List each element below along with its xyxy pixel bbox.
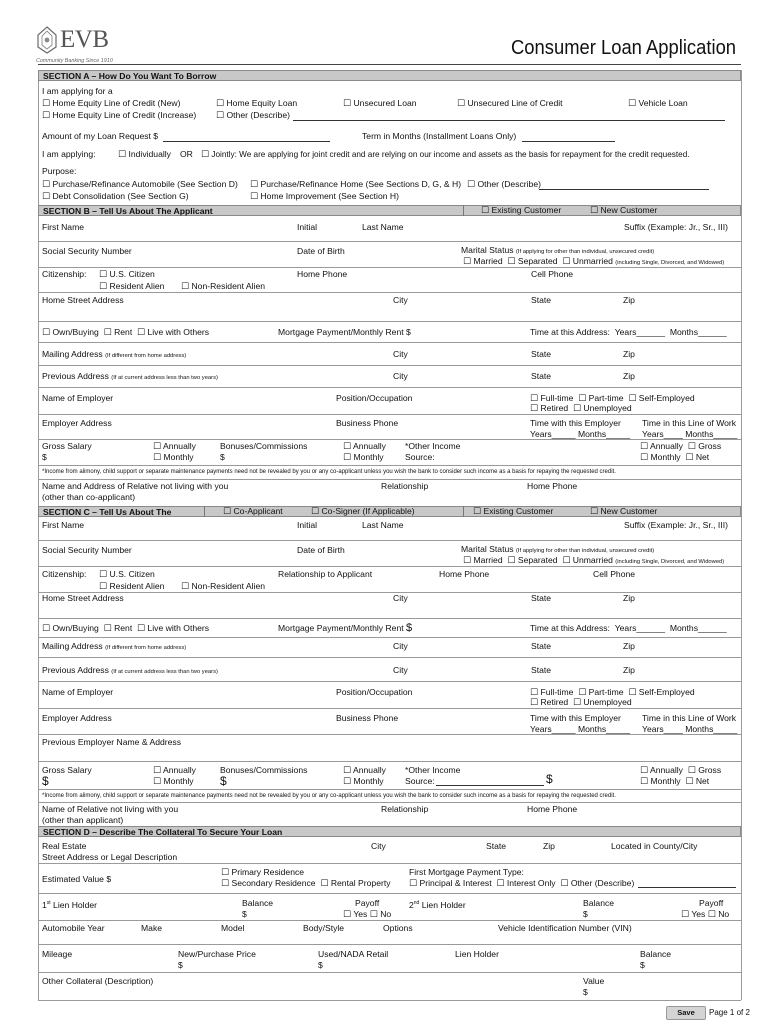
b-business-phone-label: Business Phone xyxy=(336,418,399,428)
b-ssn-label: Social Security Number xyxy=(42,246,132,256)
d-real-estate-label: Real Estate Street Address or Legal Description xyxy=(42,841,178,862)
c-ssn-label: Social Security Number xyxy=(42,545,132,555)
or-label: OR xyxy=(180,149,193,159)
logo-text: EVB xyxy=(60,26,109,53)
c-new-customer-option[interactable]: ☐ New Customer xyxy=(590,506,658,516)
b-existing-customer-option[interactable]: ☐ Existing Customer xyxy=(481,205,562,215)
c-resident-alien-option[interactable]: ☐ Resident Alien xyxy=(99,581,165,591)
b-initial-label: Initial xyxy=(297,222,318,232)
d-residence-options[interactable]: ☐ Primary Residence ☐ Secondary Residence ☐ Rental Property xyxy=(221,867,391,888)
c-relative-label: Name of Relative not living with you (other than applicant) xyxy=(42,804,179,825)
other-describe-field[interactable] xyxy=(293,120,725,121)
frame-right xyxy=(741,70,742,1000)
loan-amount-label: Amount of my Loan Request $ xyxy=(42,131,159,141)
c-previous-zip: Zip xyxy=(623,665,635,675)
b-marital-label: Marital Status (If applying for other than individual, unsecured credit) xyxy=(461,245,655,255)
d-county-label: Located in County/City xyxy=(611,841,698,851)
c-relative-phone-label: Home Phone xyxy=(527,804,578,814)
c-row-line xyxy=(38,734,741,735)
b-previous-state: State xyxy=(531,371,552,381)
c-previous-city: City xyxy=(393,665,408,675)
b-previous-city: City xyxy=(393,371,408,381)
c-time-employer: Time with this Employer Years_____ Months_____ xyxy=(530,713,631,734)
vehicle-loan-option[interactable]: ☐ Vehicle Loan xyxy=(628,98,688,108)
c-row-line xyxy=(38,592,741,593)
c-relationship2-label: Relationship xyxy=(381,804,429,814)
c-suffix-label: Suffix (Example: Jr., Sr., III) xyxy=(624,520,728,530)
applying-for-label: I am applying for a xyxy=(42,86,113,96)
heloc-new-option[interactable]: ☐ Home Equity Line of Credit (New) xyxy=(42,98,181,108)
c-business-phone-label: Business Phone xyxy=(336,713,399,723)
c-row-line xyxy=(38,566,741,567)
c-mailing-label: Mailing Address (If different from home address) xyxy=(42,641,187,651)
b-us-citizen-option[interactable]: ☐ U.S. Citizen xyxy=(99,269,155,279)
purpose-other-field[interactable] xyxy=(539,189,709,190)
b-position-label: Position/Occupation xyxy=(336,393,413,403)
b-city-label: City xyxy=(393,295,408,305)
b-row-line xyxy=(38,465,741,466)
section-c-header: SECTION C – Tell Us About The xyxy=(38,506,741,517)
b-previous-label: Previous Address (If at current address less than two years) xyxy=(42,371,218,381)
b-new-customer-option[interactable]: ☐ New Customer xyxy=(590,205,658,215)
c-previous-employer-label: Previous Employer Name & Address xyxy=(42,737,181,747)
b-row-line xyxy=(38,439,741,440)
d-body-style-label: Body/Style xyxy=(303,923,345,933)
c-row-line xyxy=(38,802,741,803)
b-employment-options-2[interactable]: ☐ Retired ☐ Unemployed xyxy=(530,403,632,413)
d-options-label: Options xyxy=(383,923,413,933)
b-row-line xyxy=(38,321,741,322)
term-field[interactable] xyxy=(522,141,615,142)
header-rule xyxy=(38,64,741,65)
b-row-line xyxy=(38,387,741,388)
d-city-label: City xyxy=(371,841,386,851)
c-row-line xyxy=(38,789,741,790)
b-housing-options[interactable]: ☐ Own/Buying ☐ Rent ☐ Live with Others xyxy=(42,327,210,337)
purpose-debt-option[interactable]: ☐ Debt Consolidation (See Section G) xyxy=(42,191,189,201)
c-housing-options[interactable]: ☐ Own/Buying ☐ Rent ☐ Live with Others xyxy=(42,623,210,633)
c-row-line xyxy=(38,618,741,619)
c-non-resident-option[interactable]: ☐ Non-Resident Alien xyxy=(181,581,266,591)
d-new-price: New/Purchase Price $ xyxy=(178,949,256,970)
c-home-phone-label: Home Phone xyxy=(439,569,490,579)
c-cell-phone-label: Cell Phone xyxy=(593,569,636,579)
b-relationship-label: Relationship xyxy=(381,481,429,491)
d-zip-label: Zip xyxy=(543,841,555,851)
c-marital-label: Marital Status (If applying for other than individual, unsecured credit) xyxy=(461,544,655,554)
page-title: Consumer Loan Application xyxy=(511,37,737,59)
section-d-header: SECTION D – Describe The Collateral To Secure Your Loan xyxy=(38,826,741,837)
c-employer-label: Name of Employer xyxy=(42,687,114,697)
b-relative-phone-label: Home Phone xyxy=(527,481,578,491)
c-relationship-label: Relationship to Applicant xyxy=(278,569,373,579)
b-dob-label: Date of Birth xyxy=(297,246,345,256)
c-source-dollar: $ xyxy=(546,772,553,786)
c-income-note: *Income from alimony, child support or separate maintenance payments need not be revealed by you or any co-applicant unless you wish the bank to consider such income as a basis for repaying the requested credit. xyxy=(42,793,616,799)
b-previous-zip: Zip xyxy=(623,371,635,381)
c-marital-options[interactable]: ☐ Married ☐ Separated ☐ Unmarried (including Single, Divorced, and Widowed) xyxy=(463,555,725,565)
d-mileage-label: Mileage xyxy=(42,949,73,959)
c-row-line xyxy=(38,637,741,638)
b-employer-address-label: Employer Address xyxy=(42,418,112,428)
b-relative-label: Name and Address of Relative not living with you (other than co-applicant) xyxy=(42,481,229,502)
c-source-field[interactable] xyxy=(436,785,544,786)
b-time-at-address: Time at this Address: Years______ Months______ xyxy=(530,327,727,337)
c-time-line: Time in this Line of Work Years____ Months_____ xyxy=(642,713,738,734)
b-zip-label: Zip xyxy=(623,295,635,305)
c-us-citizen-option[interactable]: ☐ U.S. Citizen xyxy=(99,569,155,579)
c-city-label: City xyxy=(393,593,408,603)
b-mailing-zip: Zip xyxy=(623,349,635,359)
c-co-applicant-option[interactable]: ☐ Co-Applicant xyxy=(223,506,283,516)
term-label: Term in Months (Installment Loans Only) xyxy=(362,131,517,141)
c-last-name-label: Last Name xyxy=(362,520,404,530)
d-vin-label: Vehicle Identification Number (VIN) xyxy=(498,923,632,933)
logo-tagline: Community Banking Since 1910 xyxy=(36,58,113,64)
b-cell-phone-label: Cell Phone xyxy=(531,269,574,279)
b-mailing-label: Mailing Address (If different from home address) xyxy=(42,349,187,359)
b-resident-alien-option[interactable]: ☐ Resident Alien xyxy=(99,281,165,291)
d-estimated-value-label: Estimated Value $ xyxy=(42,874,112,884)
c-mailing-state: State xyxy=(531,641,552,651)
c-position-label: Position/Occupation xyxy=(336,687,413,697)
d-value-label: Value $ xyxy=(583,976,605,997)
b-state-label: State xyxy=(531,295,552,305)
d-auto-year-label: Automobile Year xyxy=(42,923,105,933)
b-row-line xyxy=(38,342,741,343)
purpose-other-option[interactable]: ☐ Other (Describe) xyxy=(467,179,541,189)
purpose-home-option[interactable]: ☐ Purchase/Refinance Home (See Sections D, G, & H) xyxy=(250,179,462,189)
b-citizenship-label: Citizenship: xyxy=(42,269,87,279)
b-bonuses: Bonuses/Commissions $ xyxy=(220,441,308,462)
c-co-signer-option[interactable]: ☐ Co-Signer (If Applicable) xyxy=(311,506,415,516)
b-time-employer: Time with this Employer Years_____ Months_____ xyxy=(530,418,631,439)
b-mortgage-label: Mortgage Payment/Monthly Rent $ xyxy=(278,327,411,337)
d-other-collateral-label: Other Collateral (Description) xyxy=(42,976,154,986)
c-row-line xyxy=(38,657,741,658)
jointly-option[interactable]: ☐ Jointly: We are applying for joint credit and are relying on our income and assets as the basis for repayment for the credit requested. xyxy=(201,149,690,159)
heloc-increase-option[interactable]: ☐ Home Equity Line of Credit (Increase) xyxy=(42,110,197,120)
home-equity-loan-option[interactable]: ☐ Home Equity Loan xyxy=(216,98,298,108)
b-mailing-state: State xyxy=(531,349,552,359)
d-row-line xyxy=(38,972,741,973)
d-row-line xyxy=(38,920,741,921)
c-employment-options-2[interactable]: ☐ Retired ☐ Unemployed xyxy=(530,697,632,707)
c-mortgage-label: Mortgage Payment/Monthly Rent $ xyxy=(278,622,413,634)
b-non-resident-option[interactable]: ☐ Non-Resident Alien xyxy=(181,281,266,291)
b-salary-freq[interactable]: ☐ Annually ☐ Monthly xyxy=(153,441,196,462)
logo-emblem-icon xyxy=(36,26,58,54)
b-other-freq[interactable]: ☐ Annually ☐ Gross ☐ Monthly ☐ Net xyxy=(640,441,722,462)
c-mailing-zip: Zip xyxy=(623,641,635,651)
d-other-describe-field[interactable] xyxy=(638,887,736,888)
c-employer-address-label: Employer Address xyxy=(42,713,112,723)
b-first-name-label: First Name xyxy=(42,222,85,232)
c-other-freq[interactable]: ☐ Annually ☐ Gross ☐ Monthly ☐ Net xyxy=(640,765,722,786)
c-state-label: State xyxy=(531,593,552,603)
other-describe-option[interactable]: ☐ Other (Describe) xyxy=(216,110,290,120)
d-mortgage-type[interactable]: First Mortgage Payment Type: ☐ Principal & Interest ☐ Interest Only ☐ Other (Describe) xyxy=(409,867,635,888)
c-row-line xyxy=(38,761,741,762)
c-zip-label: Zip xyxy=(623,593,635,603)
b-row-line xyxy=(38,292,741,293)
b-home-street-label: Home Street Address xyxy=(42,295,124,305)
section-c-divider xyxy=(463,506,464,517)
d-lien-holder-label: Lien Holder xyxy=(455,949,499,959)
c-first-name-label: First Name xyxy=(42,520,85,530)
d-first-payoff[interactable]: Payoff ☐ Yes ☐ No xyxy=(343,898,392,919)
b-gross-salary: Gross Salary $ xyxy=(42,441,92,462)
d-second-lien-label: 2nd Lien Holder xyxy=(409,899,466,910)
b-row-line xyxy=(38,267,741,268)
b-mailing-city: City xyxy=(393,349,408,359)
c-existing-customer-option[interactable]: ☐ Existing Customer xyxy=(473,506,554,516)
b-employment-options[interactable]: ☐ Full-time ☐ Part-time ☐ Self-Employed xyxy=(530,393,695,403)
b-suffix-label: Suffix (Example: Jr., Sr., III) xyxy=(624,222,728,232)
b-other-income: *Other Income Source: xyxy=(405,441,461,462)
c-bonus-freq[interactable]: ☐ Annually ☐ Monthly xyxy=(343,765,386,786)
c-row-line xyxy=(38,681,741,682)
unsecured-loan-option[interactable]: ☐ Unsecured Loan xyxy=(343,98,417,108)
c-bonuses: Bonuses/Commissions $ xyxy=(220,765,308,788)
c-time-at-address: Time at this Address: Years______ Months______ xyxy=(530,623,727,633)
b-bonus-freq[interactable]: ☐ Annually ☐ Monthly xyxy=(343,441,386,462)
d-used-nada: Used/NADA Retail $ xyxy=(318,949,389,970)
c-row-line xyxy=(38,540,741,541)
d-row-line xyxy=(38,893,741,894)
c-other-income: *Other Income Source: xyxy=(405,765,461,786)
section-b-divider xyxy=(463,205,464,216)
b-row-line xyxy=(38,479,741,480)
section-a-header: SECTION A – How Do You Want To Borrow xyxy=(38,70,741,81)
d-second-balance: Balance $ xyxy=(583,898,615,919)
c-citizenship-label: Citizenship: xyxy=(42,569,87,579)
d-vehicle-balance: Balance $ xyxy=(640,949,672,970)
b-marital-options[interactable]: ☐ Married ☐ Separated ☐ Unmarried (including Single, Divorced, and Widowed) xyxy=(463,256,725,266)
c-dob-label: Date of Birth xyxy=(297,545,345,555)
loan-amount-field[interactable] xyxy=(163,141,330,142)
b-time-line: Time in this Line of Work Years____ Months_____ xyxy=(642,418,738,439)
individually-option[interactable]: ☐ Individually xyxy=(118,149,171,159)
save-button[interactable]: Save xyxy=(666,1006,706,1020)
frame-bottom xyxy=(38,1000,741,1001)
purpose-label: Purpose: xyxy=(42,166,77,176)
d-row-line xyxy=(38,863,741,864)
c-initial-label: Initial xyxy=(297,520,318,530)
i-am-applying-label: I am applying: xyxy=(42,149,96,159)
page-number: Page 1 of 2 xyxy=(709,1008,750,1017)
c-row-line xyxy=(38,708,741,709)
c-employment-options[interactable]: ☐ Full-time ☐ Part-time ☐ Self-Employed xyxy=(530,687,695,697)
c-home-street-label: Home Street Address xyxy=(42,593,124,603)
c-gross-salary: Gross Salary $ xyxy=(42,765,92,788)
b-income-note: *Income from alimony, child support or separate maintenance payments need not be revealed by you or any co-applicant unless you wish the bank to consider such income as a basis for repaying the requested credit. xyxy=(42,469,616,475)
b-row-line xyxy=(38,414,741,415)
section-c-divider xyxy=(204,506,205,517)
c-salary-freq[interactable]: ☐ Annually ☐ Monthly xyxy=(153,765,196,786)
d-second-payoff[interactable]: Payoff ☐ Yes ☐ No xyxy=(681,898,730,919)
d-make-label: Make xyxy=(141,923,163,933)
c-mailing-city: City xyxy=(393,641,408,651)
d-model-label: Model xyxy=(221,923,245,933)
b-last-name-label: Last Name xyxy=(362,222,404,232)
purpose-improvement-option[interactable]: ☐ Home Improvement (See Section H) xyxy=(250,191,399,201)
d-state-label: State xyxy=(486,841,507,851)
d-row-line xyxy=(38,944,741,945)
d-first-lien-label: 1st Lien Holder xyxy=(42,899,98,910)
b-employer-label: Name of Employer xyxy=(42,393,114,403)
b-home-phone-label: Home Phone xyxy=(297,269,348,279)
b-row-line xyxy=(38,365,741,366)
d-first-balance: Balance $ xyxy=(242,898,274,919)
b-row-line xyxy=(38,241,741,242)
section-b-header: SECTION B – Tell Us About The Applicant xyxy=(38,205,741,216)
c-previous-state: State xyxy=(531,665,552,675)
purpose-auto-option[interactable]: ☐ Purchase/Refinance Automobile (See Section D) xyxy=(42,179,238,189)
unsecured-line-option[interactable]: ☐ Unsecured Line of Credit xyxy=(457,98,563,108)
c-previous-label: Previous Address (If at current address less than two years) xyxy=(42,665,218,675)
